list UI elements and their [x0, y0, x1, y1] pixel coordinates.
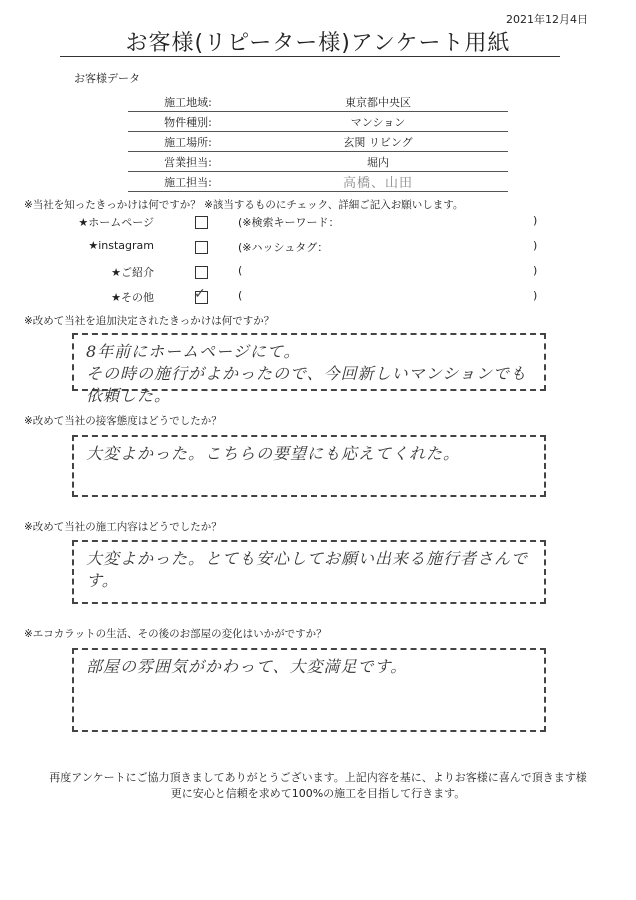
option-note: ( [238, 289, 243, 302]
row-value: マンション [350, 115, 406, 129]
option-close: ) [533, 289, 538, 302]
customer-row-property-type [128, 112, 508, 132]
source-option-referral [0, 264, 636, 284]
row-value: 玄関 リビング [343, 135, 413, 149]
option-note: (※ハッシュタグ： [238, 241, 329, 254]
option-label: ★ホームページ [78, 216, 154, 229]
option-label: ★ご紹介 [111, 266, 154, 279]
checkbox[interactable] [195, 266, 208, 279]
survey-date: 2021年12月4日 [506, 13, 588, 26]
q5-answer-box [72, 648, 546, 732]
option-close: ) [533, 264, 538, 277]
option-note: ( [238, 264, 243, 277]
row-key: 施工担当: [164, 175, 212, 189]
footer-line: 更に安心と信頼を求めて100%の施工を目指して行きます。 [170, 787, 466, 800]
q3-question: ※改めて当社の接客態度はどうでしたか？ [24, 415, 222, 427]
row-value: 東京都中央区 [345, 95, 411, 109]
check-mark-icon: ✓ [194, 286, 206, 302]
checkbox[interactable] [195, 241, 208, 254]
row-key: 物件種別: [164, 115, 212, 129]
option-label: ★その他 [111, 291, 154, 304]
answer-line: その時の施行がよかったので、今回新しいマンションでも依頼した。 [86, 364, 527, 405]
q1-question: ※当社を知ったきっかけは何ですか？ ※該当するものにチェック、詳細ご記入お願いします。 [24, 199, 464, 211]
footer-message [30, 770, 606, 802]
row-key: 施工地域: [164, 95, 212, 109]
customer-row-location [128, 132, 508, 152]
q3-answer-box [72, 435, 546, 497]
customer-row-installer [128, 172, 508, 192]
q2-question: ※改めて当社を追加決定されたきっかけは何ですか？ [24, 315, 275, 327]
option-label: ★instagram [88, 239, 154, 252]
row-value-handwritten: 高橋、山田 [342, 176, 413, 191]
answer-line: 8年前にホームページにて。 [86, 342, 301, 361]
row-key: 営業担当: [164, 155, 212, 169]
option-note: (※検索キーワード： [238, 216, 340, 229]
option-close: ) [533, 239, 538, 252]
customer-row-sales-rep [128, 152, 508, 172]
checkbox[interactable] [195, 216, 208, 229]
source-option-other [0, 286, 636, 309]
q4-question: ※改めて当社の施工内容はどうでしたか？ [24, 521, 222, 533]
q5-question: ※エコカラットの生活、その後のお部屋の変化はいかがですか？ [24, 628, 327, 640]
row-key: 施工場所: [164, 135, 212, 149]
answer-line: 大変よかった。こちらの要望にも応えてくれた。 [86, 444, 461, 463]
customer-data-label: お客様データ [74, 72, 140, 85]
title-divider [60, 56, 560, 57]
source-option-homepage [0, 214, 636, 234]
customer-data-table [128, 92, 508, 192]
q2-answer-box [72, 333, 546, 405]
row-value: 堀内 [367, 155, 389, 169]
source-option-instagram [0, 239, 636, 259]
answer-line: 大変よかった。とても安心してお願い出来る施行者さんです。 [86, 549, 529, 590]
q4-answer-box [72, 540, 546, 604]
answer-line: 部屋の雰囲気がかわって、大変満足です。 [86, 657, 408, 676]
footer-line: 再度アンケートにご協力頂きましてありがとうございます。上記内容を基に、よりお客様に喜んで頂きます様 [49, 771, 587, 784]
customer-row-area [128, 92, 508, 112]
page-title: お客様(リピーター様)アンケート用紙 [125, 31, 511, 56]
option-close: ) [533, 214, 538, 227]
